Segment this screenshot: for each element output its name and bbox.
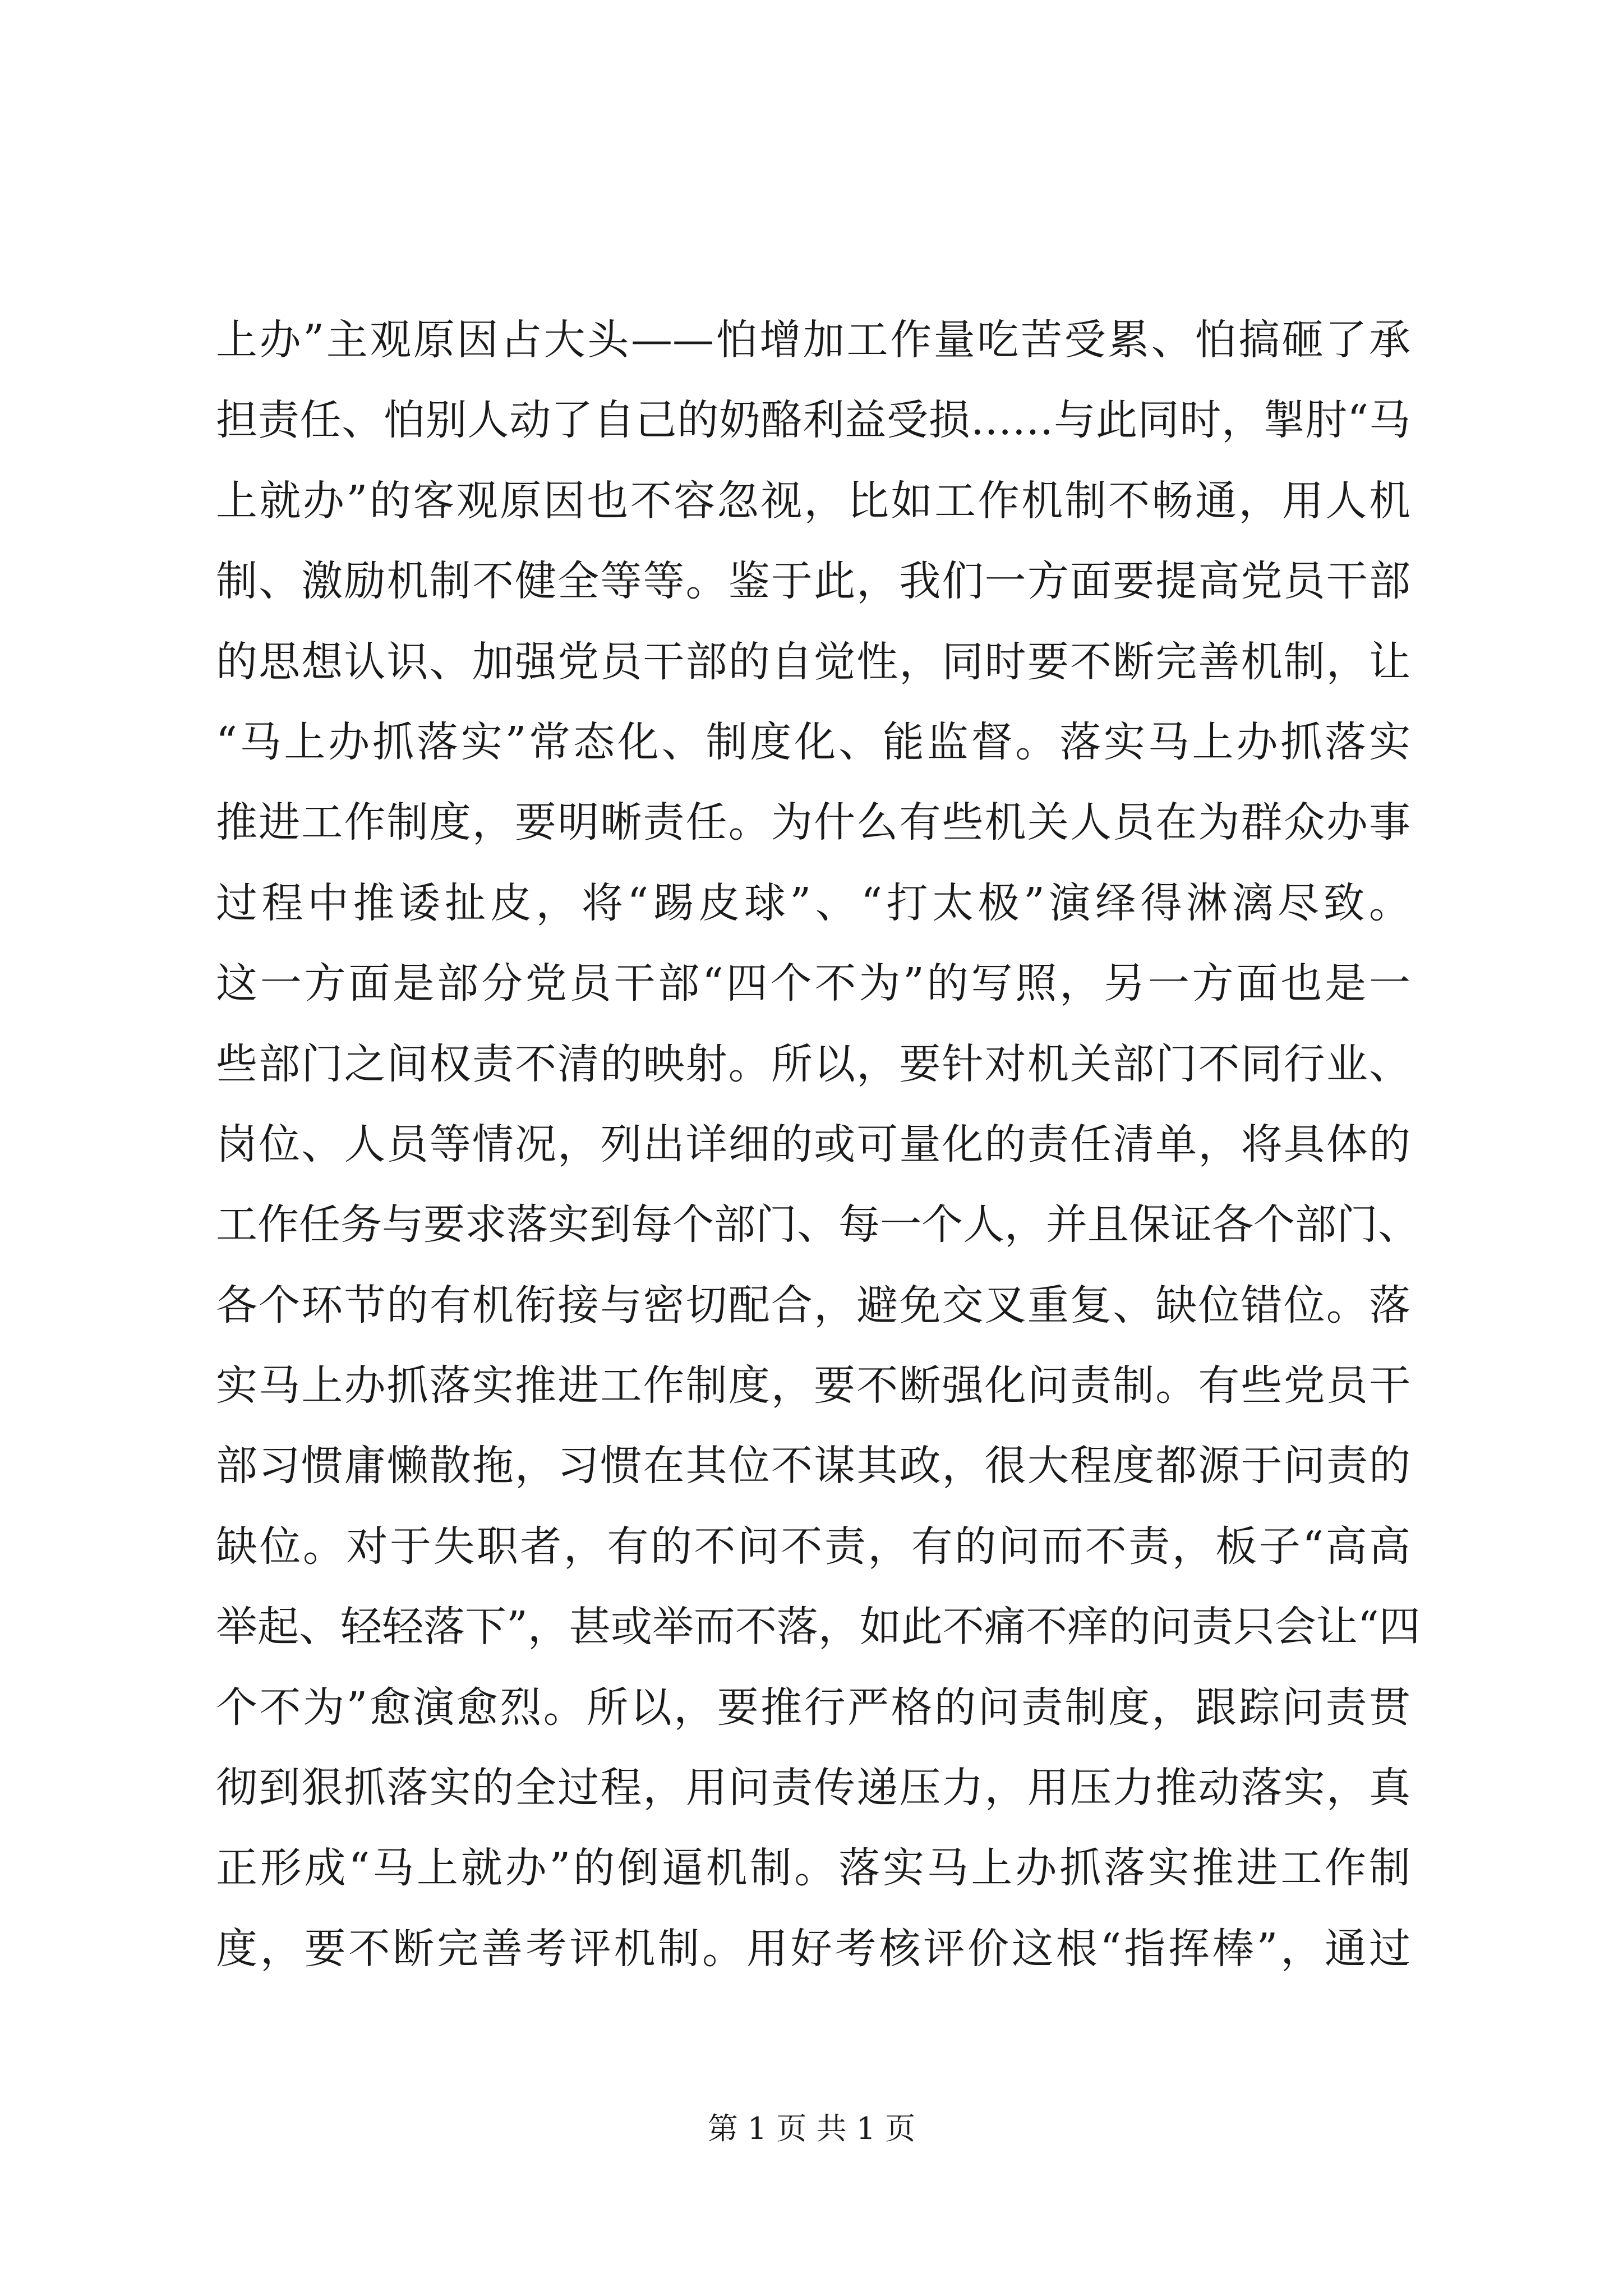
text-line: 彻到狠抓落实的全过程，用问责传递压力，用压力推动落实，真 xyxy=(216,1764,1410,1812)
body-text xyxy=(216,300,1421,1989)
page-footer: 第 1 页 共 1 页 xyxy=(707,2111,916,2146)
text-line: 过程中推诿扯皮，将“踢皮球”、“打太极”演绎得淋漓尽致。 xyxy=(216,878,1410,927)
text-line: 的思想认识、加强党员干部的自觉性，同时要不断完善机制，让 xyxy=(216,637,1410,686)
text-line: 这一方面是部分党员干部“四个不为”的写照，另一方面也是一 xyxy=(216,959,1410,1008)
text-line: 部习惯庸懒散拖，习惯在其位不谋其政，很大程度都源于问责的 xyxy=(216,1442,1410,1490)
text-line: 担责任、怕别人动了自己的奶酪利益受损……与此同时，掣肘“马 xyxy=(216,396,1410,445)
text-line: 制、激励机制不健全等等。鉴于此，我们一方面要提高党员干部 xyxy=(216,557,1410,606)
text-line: 度，要不断完善考评机制。用好考核评价这根“指挥棒”，通过 xyxy=(216,1924,1410,1973)
text-line: 个不为”愈演愈烈。所以，要推行严格的问责制度，跟踪问责贯 xyxy=(216,1683,1410,1732)
text-line: 岗位、人员等情况，列出详细的或可量化的责任清单，将具体的 xyxy=(216,1120,1410,1168)
text-line: 推进工作制度，要明晰责任。为什么有些机关人员在为群众办事 xyxy=(216,798,1410,847)
text-line: 实马上办抓落实推进工作制度，要不断强化问责制。有些党员干 xyxy=(216,1361,1410,1410)
text-line: 举起、轻轻落下”，甚或举而不落，如此不痛不痒的问责只会让“四 xyxy=(216,1603,1421,1651)
text-line: 缺位。对于失职者，有的不问不责，有的问而不责，板子“高高 xyxy=(216,1522,1410,1571)
text-line: 些部门之间权责不清的映射。所以，要针对机关部门不同行业、 xyxy=(216,1039,1410,1088)
text-line: 各个环节的有机衔接与密切配合，避免交叉重复、缺位错位。落 xyxy=(216,1281,1410,1329)
text-line: 工作任务与要求落实到每个部门、每一个人，并且保证各个部门、 xyxy=(216,1200,1419,1249)
text-line: 正形成“马上就办”的倒逼机制。落实马上办抓落实推进工作制 xyxy=(216,1844,1410,1893)
text-line: 上办”主观原因占大头——怕增加工作量吃苦受累、怕搞砸了承 xyxy=(216,316,1410,364)
text-line: “马上办抓落实”常态化、制度化、能监督。落实马上办抓落实 xyxy=(216,717,1410,766)
text-line: 上就办”的客观原因也不容忽视，比如工作机制不畅通，用人机 xyxy=(216,476,1410,525)
